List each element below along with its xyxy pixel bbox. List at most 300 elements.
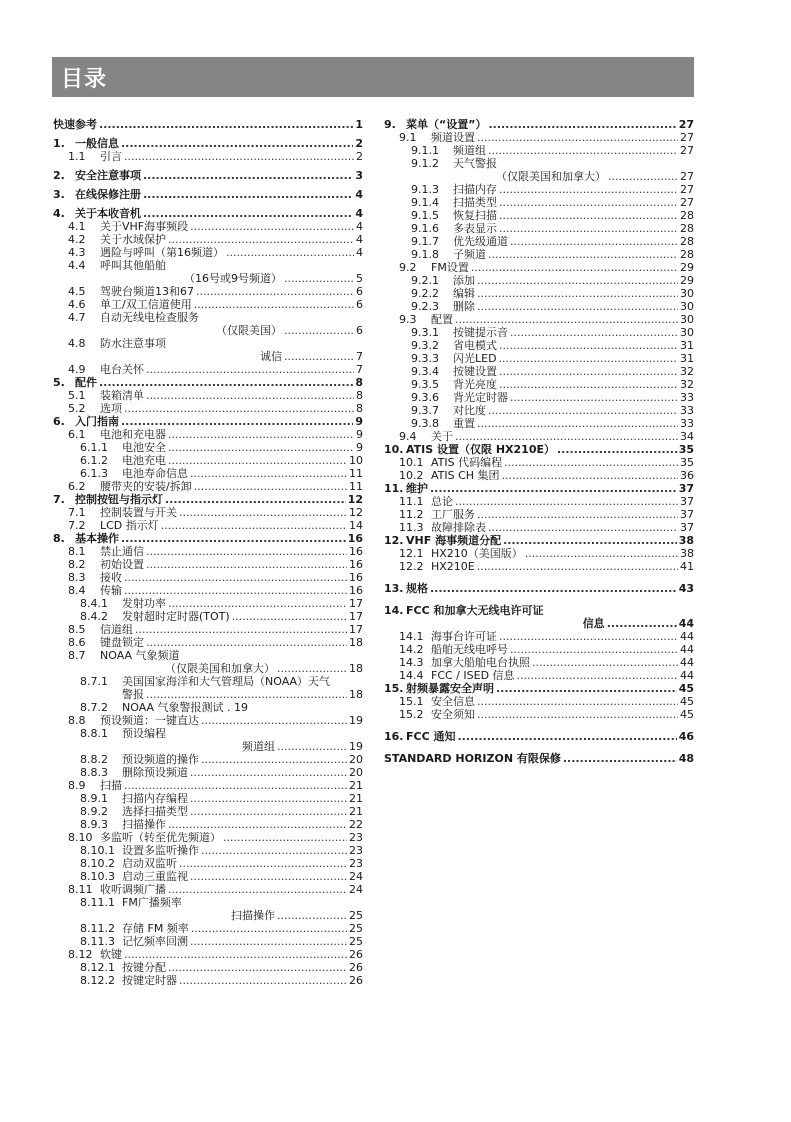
toc-entry-title: 电池充电 [122,454,166,467]
toc-entry[interactable] [53,701,363,714]
toc-leader-dots [510,235,678,248]
toc-leader-dots [124,571,347,584]
toc-entry[interactable] [53,948,363,961]
toc-entry-number: 1. [53,137,65,150]
toc-entry[interactable] [384,313,694,326]
toc-entry[interactable] [53,571,363,584]
toc-entry[interactable] [53,675,363,688]
toc-entry-number: 9.2 [399,261,417,274]
toc-leader-dots [201,844,347,857]
toc-leader-dots [121,137,353,150]
toc-entry-title: 频道设置 [431,131,475,144]
toc-leader-dots [146,545,347,558]
toc-entry-number: 9.3.2 [411,339,439,352]
toc-page-number: 37 [680,495,694,508]
toc-entry-title: 诚信 [260,350,282,363]
toc-entry[interactable] [53,415,363,428]
toc-entry-title: 多表显示 [453,222,497,235]
toc-entry-title: 扫描内存 [453,183,497,196]
toc-entry-number: 9.3.1 [411,326,439,339]
toc-entry-number: 8.10.1 [80,844,115,857]
toc-page-number: 31 [680,352,694,365]
toc-entry[interactable] [53,532,363,545]
toc-entry-number: 9.1.6 [411,222,439,235]
toc-leader-dots [488,118,676,131]
toc-page-number: 1 [355,118,363,131]
toc-entry-number: 11. [384,482,404,495]
toc-entry[interactable] [53,428,363,441]
toc-leader-dots [143,207,353,220]
toc-entry[interactable] [384,752,694,765]
toc-entry-number: 9.1.5 [411,209,439,222]
toc-entry-number: 11.3 [399,521,424,534]
toc-entry-number: 3. [53,188,65,201]
toc-entry-number: 8.4 [68,584,86,597]
toc-entry[interactable] [384,643,694,656]
toc-entry[interactable] [384,326,694,339]
toc-entry-title: 编辑 [453,287,475,300]
toc-entry-title: 收听调频广播 [100,883,166,896]
toc-leader-dots [179,974,347,987]
toc-entry[interactable] [384,482,694,495]
toc-entry-title: 在线保修注册 [75,188,141,201]
toc-entry-number: 9.3.8 [411,417,439,430]
toc-entry[interactable] [53,137,363,150]
toc-entry[interactable] [384,456,694,469]
toc-entry-number: 8.9 [68,779,86,792]
toc-entry[interactable] [53,298,363,311]
toc-entry[interactable] [53,220,363,233]
toc-entry[interactable] [384,682,694,695]
toc-page-number: 8 [356,389,363,402]
toc-leader-dots [517,669,678,682]
toc-entry[interactable] [384,495,694,508]
toc-entry[interactable] [384,730,694,743]
toc-entry-title: 重置 [453,417,475,430]
toc-entry-title: 呼叫其他船舶 [100,259,166,272]
toc-leader-dots [190,805,347,818]
toc-page-number: 7 [356,363,363,376]
toc-entry-title: FCC / ISED 信息 [431,669,515,682]
toc-entry-title: FM广播频率 [122,896,182,909]
toc-leader-dots [455,313,678,326]
toc-entry-number: 11.1 [399,495,424,508]
toc-entry[interactable] [53,766,363,779]
toc-page-number: 7 [356,350,363,363]
toc-entry-title: 扫描操作 [231,909,275,922]
toc-entry-title: 工厂服务 [431,508,475,521]
toc-entry-title: （仅限美国和加拿大） [496,170,606,183]
toc-entry-title: 禁止通信 [100,545,144,558]
toc-entry[interactable] [384,534,694,547]
toc-entry[interactable] [53,363,363,376]
toc-leader-dots [190,220,354,233]
toc-entry[interactable] [384,604,694,617]
toc-entry[interactable] [53,779,363,792]
toc-page-number: 29 [680,261,694,274]
toc-entry-title: LCD 指示灯 [100,519,159,532]
toc-page-number: 41 [680,560,694,573]
toc-page-number: 11 [349,480,363,493]
toc-entry-title: 控制按钮与指示灯 [75,493,163,506]
toc-entry[interactable] [384,708,694,721]
toc-entry-title: 关于水域保护 [100,233,166,246]
toc-page-number: 33 [680,391,694,404]
toc-leader-dots [510,391,678,404]
toc-entry-number: 8.4.1 [80,597,108,610]
toc-entry[interactable] [384,287,694,300]
toc-entry-title: 预设频道的操作 [122,753,199,766]
toc-leader-dots [532,656,678,669]
toc-entry-title: （仅限美国） [216,324,282,337]
toc-entry-number: 8.11.2 [80,922,115,935]
toc-entry[interactable] [53,883,363,896]
toc-entry[interactable] [53,844,363,857]
toc-entry[interactable] [384,261,694,274]
toc-entry-title: 电池安全 [122,441,166,454]
toc-entry-title: 多监听（转至优先频道） [100,831,221,844]
toc-entry[interactable] [384,170,694,183]
toc-entry[interactable] [384,404,694,417]
toc-entry-title: 单工/双工信道使用 [100,298,192,311]
toc-entry[interactable] [53,974,363,987]
toc-entry[interactable] [53,818,363,831]
toc-entry[interactable] [384,183,694,196]
toc-entry[interactable] [384,248,694,261]
toc-entry-number: 13. [384,582,404,595]
toc-leader-dots [284,324,354,337]
toc-entry[interactable] [53,207,363,220]
toc-entry[interactable] [53,831,363,844]
toc-entry-number: 8.10.2 [80,857,115,870]
toc-entry-number: 5.2 [68,402,86,415]
toc-leader-dots [277,662,347,675]
toc-entry-number: 8.7.1 [80,675,108,688]
toc-leader-dots [226,246,354,259]
toc-page-number: 30 [680,313,694,326]
toc-leader-dots [168,454,347,467]
toc-entry-title: 按键设置 [453,365,497,378]
toc-entry-number: 8.4.2 [80,610,108,623]
toc-entry-number: 9.3 [399,313,417,326]
toc-entry-title: 安全信息 [431,695,475,708]
toc-page-number: 31 [680,339,694,352]
toc-page-number: 6 [356,298,363,311]
toc-entry[interactable] [53,311,363,324]
toc-entry[interactable] [53,649,363,662]
toc-entry-title: 维护 [406,482,428,495]
toc-leader-dots [477,287,678,300]
toc-entry[interactable] [384,582,694,595]
toc-entry[interactable] [384,508,694,521]
toc-entry[interactable] [53,857,363,870]
toc-entry[interactable] [384,669,694,682]
toc-entry[interactable] [384,118,694,131]
toc-page-number: 30 [680,326,694,339]
toc-entry-title: 恢复扫描 [453,209,497,222]
toc-entry[interactable] [384,274,694,287]
toc-page-number: 45 [680,695,694,708]
toc-entry[interactable] [53,493,363,506]
toc-leader-dots [510,326,678,339]
toc-entry-number: 9.1.4 [411,196,439,209]
toc-page-number: 8 [355,376,363,389]
toc-entry-number: 14. [384,604,404,617]
toc-entry-number: 1.1 [68,150,86,163]
toc-entry[interactable] [53,922,363,935]
toc-entry-title: 菜单（“设置”） [406,118,487,131]
toc-entry[interactable] [53,441,363,454]
toc-page-number: 25 [349,909,363,922]
toc-entry-number: 8.11.1 [80,896,115,909]
toc-entry[interactable] [384,235,694,248]
toc-leader-dots [471,261,678,274]
toc-entry[interactable] [53,961,363,974]
toc-entry-title: 船舶无线电呼号 [431,643,508,656]
toc-page-number: 16 [349,584,363,597]
toc-entry[interactable] [384,656,694,669]
toc-entry[interactable] [53,610,363,623]
toc-entry[interactable] [384,300,694,313]
toc-page-number: 46 [678,730,694,743]
toc-leader-dots [477,560,678,573]
toc-entry[interactable] [53,454,363,467]
toc-entry[interactable] [53,896,363,909]
toc-entry[interactable] [384,630,694,643]
toc-entry[interactable] [53,389,363,402]
toc-page-number: 26 [349,974,363,987]
toc-page-number: 48 [678,752,694,765]
toc-entry[interactable] [53,636,363,649]
toc-entry[interactable] [384,391,694,404]
toc-entry[interactable] [53,740,363,753]
toc-entry[interactable] [53,467,363,480]
toc-entry[interactable] [53,285,363,298]
toc-entry[interactable] [53,376,363,389]
toc-entry[interactable] [53,662,363,675]
toc-entry-title: 频道组 [242,740,275,753]
toc-entry[interactable] [53,909,363,922]
toc-leader-dots [168,818,347,831]
toc-entry[interactable] [384,430,694,443]
toc-entry-number: 10.2 [399,469,424,482]
toc-entry-title: 背光亮度 [453,378,497,391]
toc-entry-title: 启动三重监视 [122,870,188,883]
toc-entry[interactable] [384,196,694,209]
toc-entry[interactable] [53,169,363,182]
toc-page-number: 16 [349,545,363,558]
toc-leader-dots [458,730,677,743]
toc-entry[interactable] [53,792,363,805]
toc-page-number: 23 [349,831,363,844]
toc-entry-title: 存储 FM 频率 [122,922,189,935]
toc-entry[interactable] [53,545,363,558]
toc-leader-dots [190,467,347,480]
toc-page-number: 26 [349,961,363,974]
toc-entry-title: 安全须知 [431,708,475,721]
toc-entry[interactable] [53,870,363,883]
toc-entry[interactable] [384,443,694,456]
toc-entry-number: 14.3 [399,656,424,669]
toc-entry[interactable] [384,144,694,157]
toc-page-number: 36 [680,469,694,482]
toc-entry-title: 扫描 [100,779,122,792]
toc-entry[interactable] [384,547,694,560]
toc-entry-number: 9.2.2 [411,287,439,300]
toc-leader-dots [179,506,347,519]
toc-entry-title: 电池寿命信息 [122,467,188,480]
toc-entry-title: 省电模式 [453,339,497,352]
toc-entry-title: 接收 [100,571,122,584]
toc-entry-number: 8.9.2 [80,805,108,818]
toc-entry-number: 9.1.7 [411,235,439,248]
toc-leader-dots [499,378,678,391]
toc-leader-dots [488,248,678,261]
toc-page-number: 17 [349,610,363,623]
toc-entry[interactable] [53,753,363,766]
toc-entry-title: 电台关怀 [100,363,144,376]
toc-entry-title: 信道组 [100,623,133,636]
toc-page-number: 44 [680,669,694,682]
toc-entry-title: 美国国家海洋和大气管理局（NOAA）天气 [122,675,331,688]
toc-page-number: 4 [356,220,363,233]
toc-entry-title: 腰带夹的安装/拆卸 [100,480,192,493]
toc-entry[interactable] [384,157,694,170]
toc-entry-title: 扫描操作 [122,818,166,831]
toc-entry[interactable] [384,469,694,482]
toc-leader-dots [223,831,347,844]
toc-entry-title: 按键分配 [122,961,166,974]
toc-leader-dots [194,480,347,493]
toc-entry-title: 规格 [406,582,428,595]
toc-entry[interactable] [53,506,363,519]
toc-entry[interactable] [53,597,363,610]
toc-entry-title: 闪光LED [453,352,497,365]
toc-entry[interactable] [384,695,694,708]
toc-entry-title: 对比度 [453,404,486,417]
toc-entry[interactable] [384,209,694,222]
toc-entry-title: 删除 [453,300,475,313]
toc-leader-dots [124,948,347,961]
toc-entry[interactable] [53,402,363,415]
toc-entry-title: ATIS 设置（仅限 HX210E） [406,443,555,456]
toc-entry-number: 8.3 [68,571,86,584]
toc-entry-number: 8.6 [68,636,86,649]
toc-page-number: 4 [356,233,363,246]
toc-entry-title: NOAA 气象频道 [100,649,180,662]
toc-entry[interactable] [53,558,363,571]
toc-entry[interactable] [384,521,694,534]
toc-entry-number: 8.9.1 [80,792,108,805]
toc-entry-number: 9.3.4 [411,365,439,378]
toc-entry[interactable] [53,350,363,363]
toc-entry-title: 防水注意事项 [100,337,166,350]
toc-leader-dots [477,695,678,708]
toc-entry[interactable] [53,480,363,493]
toc-leader-dots [124,584,347,597]
toc-entry-title: 频道组 [453,144,486,157]
toc-leader-dots [455,495,678,508]
toc-entry[interactable] [53,727,363,740]
toc-entry-number: 14.1 [399,630,424,643]
toc-entry[interactable] [53,272,363,285]
toc-entry-number: 8.12.1 [80,961,115,974]
toc-entry-number: 9.3.7 [411,404,439,417]
toc-entry[interactable] [384,131,694,144]
toc-page-number: 6 [356,285,363,298]
toc-entry[interactable] [53,623,363,636]
toc-entry[interactable] [53,118,363,131]
toc-page-number: 21 [349,792,363,805]
toc-entry[interactable] [53,935,363,948]
toc-leader-dots [430,582,677,595]
toc-column-left [53,118,363,987]
toc-page-number: 43 [678,582,694,595]
toc-entry-number: 8.8.3 [80,766,108,779]
toc-entry[interactable] [53,246,363,259]
toc-entry[interactable] [53,233,363,246]
toc-entry[interactable] [384,222,694,235]
toc-entry[interactable] [384,378,694,391]
toc-entry[interactable] [384,417,694,430]
toc-entry-number: 6.2 [68,480,86,493]
toc-page-number: 17 [349,597,363,610]
toc-entry[interactable] [53,150,363,163]
toc-entry[interactable] [53,584,363,597]
toc-entry[interactable] [384,617,694,630]
toc-entry-number: 4. [53,207,65,220]
toc-entry[interactable] [384,560,694,573]
toc-entry[interactable] [53,714,363,727]
toc-page-number: 33 [680,417,694,430]
toc-page-number: 28 [680,235,694,248]
toc-entry-title: 引言 [100,150,122,163]
toc-entry-title: 预设频道：一键直达 [100,714,199,727]
toc-entry-number: 8.8 [68,714,86,727]
toc-leader-dots [477,417,678,430]
toc-page-number: 2 [355,137,363,150]
toc-entry[interactable] [53,188,363,201]
toc-entry-title: 关于VHF海事频段 [100,220,189,233]
toc-entry[interactable] [53,805,363,818]
toc-entry[interactable] [53,688,363,701]
toc-leader-dots [124,150,354,163]
toc-entry-title: 遇险与呼叫（第16频道） [100,246,224,259]
toc-entry-number: 6. [53,415,65,428]
toc-entry-number: 12.1 [399,547,424,560]
toc-page-number: 27 [680,131,694,144]
toc-page-number: 30 [680,300,694,313]
toc-entry-number: 8.1 [68,545,86,558]
toc-entry[interactable] [53,259,363,272]
toc-entry-title: 按键定时器 [122,974,177,987]
toc-leader-dots [99,376,353,389]
toc-leader-dots [146,363,354,376]
toc-entry[interactable] [384,365,694,378]
toc-entry-number: 10.1 [399,456,424,469]
toc-page-number: 6 [356,324,363,337]
toc-entry[interactable] [53,324,363,337]
toc-entry[interactable] [53,519,363,532]
toc-entry[interactable] [384,352,694,365]
toc-leader-dots [168,233,354,246]
toc-entry[interactable] [384,339,694,352]
toc-entry-title: 删除预设频道 [122,766,188,779]
toc-page-number: 34 [680,430,694,443]
toc-entry[interactable] [53,337,363,350]
toc-entry-title: NOAA 气象警报测试 . 19 [122,701,249,714]
toc-entry-number: 8.10.3 [80,870,115,883]
